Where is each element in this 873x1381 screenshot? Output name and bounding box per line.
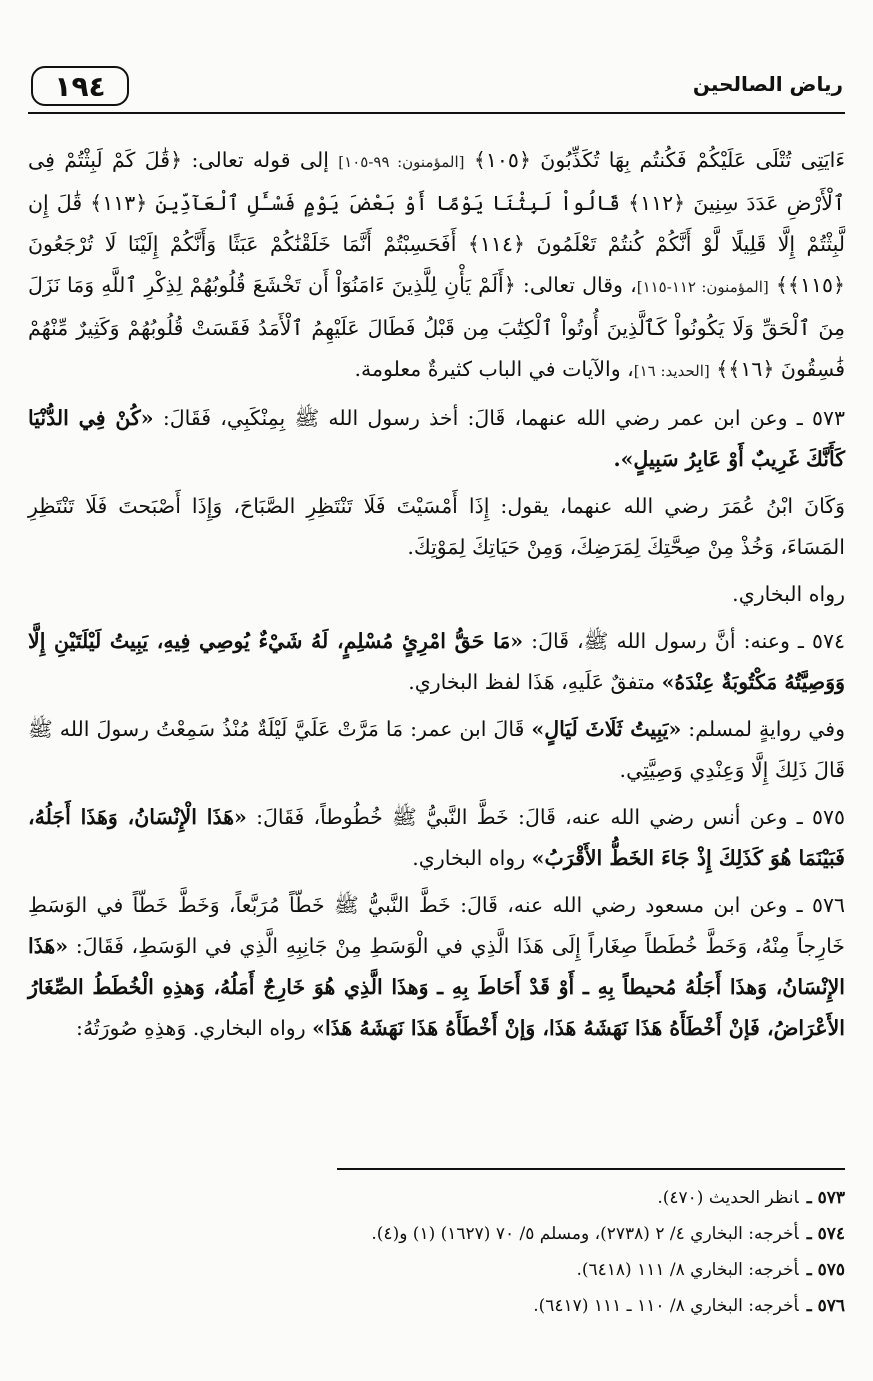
footnote-number: ٥٧٣ ـ bbox=[806, 1188, 845, 1208]
hadith-573 bbox=[28, 398, 845, 480]
main-text bbox=[28, 140, 845, 1055]
hadith-574-muslim bbox=[28, 709, 845, 791]
footnote-item bbox=[28, 1180, 845, 1216]
hadith-quote: «هَذَا الْإِنْسَانُ، وَهَذَا أَجَلُهُ، فَبَيْنَمَا هُوَ كَذَلِكَ إِذْ جَاءَ الخَطُّ الأَقْرَبُ» bbox=[28, 805, 845, 870]
surah-reference: [المؤمنون: ١١٢-١١٥] bbox=[636, 278, 769, 296]
hadith-tail: متفقٌ عَلَيهِ، هَذَا لفظ البخاري. bbox=[408, 670, 656, 694]
running-title: رياض الصالحين bbox=[692, 72, 843, 96]
connector-text: ، وقال تعالى: bbox=[522, 273, 637, 297]
hadith-intro: ٥٧٤ ـ وعنه: أنَّ رسول الله ﷺ، قَالَ: bbox=[531, 629, 845, 653]
surah-reference: [المؤمنون: ٩٩-١٠٥] bbox=[338, 153, 465, 171]
footnote-item bbox=[28, 1288, 845, 1324]
hadith-intro: ٥٧٥ ـ وعن أنس رضي الله عنه، قَالَ: خَطَّ النَّبيُّ ﷺ خُطُوطاً، فَقَالَ: bbox=[256, 805, 845, 829]
connector-text: إلى قوله تعالى: bbox=[191, 148, 329, 172]
hadith-574 bbox=[28, 621, 845, 703]
quran-verse: ﴿أَلَمْ يَأْنِ لِلَّذِينَ ءَامَنُوٓاْ أَن تَخْشَعَ قُلُوبُهُمْ لِذِكْرِ ٱللَّهِ وَمَا نَزَلَ مِنَ ٱلْحَقِّ وَلَا يَكُونُواْ كَٱلَّذِينَ أُوتُواْ ٱلْكِتَٰبَ مِن قَبْلُ فَطَالَ عَلَيْهِمُ ٱلْأَمَدُ فَقَسَتْ قُلُوبُهُمْ وَكَثِيرٌ مِّنْهُمْ فَٰسِقُونَ ﴿١٦﴾﴾ bbox=[28, 273, 845, 381]
hadith-quote: «هَذَا الإِنْسَانُ، وَهذَا أَجَلُهُ مُحيطاً بِهِ ـ أَوْ قَدْ أَحَاطَ بِهِ ـ وَهذَا الَّذِي هُوَ خَارِجٌ أَمَلُهُ، وَهذِهِ الْخُطَطُ الصِّغَارُ الأَعْرَاضُ، فَإنْ أَخْطَأَهُ هَذَا نَهَشَهُ هَذَا، وَإنْ أَخْطَأَهُ هَذَا نَهَشَهُ هَذَا» bbox=[28, 934, 845, 1040]
hadith-quote: «مَا حَقُّ امْرِئٍ مُسْلِمٍ، لَهُ شَيْءٌ يُوصِي فِيهِ، يَبِيتُ لَيْلَتَيْنِ إِلَّا وَوَصِيَّتُهُ مَكْتُوبَةٌ عِنْدَهُ» bbox=[28, 629, 845, 694]
page-header bbox=[28, 64, 845, 114]
hadith-quote: «كُنْ فِي الدُّنْيَا كَأَنَّكَ غَرِيبٌ أَوْ عَابِرُ سَبِيلٍ». bbox=[28, 406, 845, 471]
footnote-number: ٥٧٥ ـ bbox=[806, 1260, 845, 1280]
hadith-intro: ٥٧٦ ـ وعن ابن مسعود رضي الله عنه، قَالَ: خَطَّ النَّبيُّ ﷺ خَطّاً مُرَبَّعاً، وَخَطَّ خَطّاً في الوَسَطِ خَارِجاً مِنْهُ، وَخَطَّ خُطَطاً صِغَاراً إِلَى هَذَا الَّذِي في الْوَسَطِ مِنْ جَانِبِهِ الَّذِي في الوَسَطِ، فَقَالَ: bbox=[28, 893, 845, 958]
quran-verse: ﴿قَٰلَ كَمْ لَبِثْتُمْ فِى ٱلْأَرْضِ عَدَدَ سِنِينَ ﴿١١٢﴾ قَالُواْ لَبِثْنَا يَوْمًا أَوْ بَعْضَ يَوْمٍ فَسْـَٔلِ ٱلْعَآدِّينَ ﴿١١٣﴾ قَٰلَ إِن لَّبِثْتُمْ إِلَّا قَلِيلًا لَّوْ أَنَّكُمْ كُنتُمْ تَعْلَمُونَ ﴿١١٤﴾ أَفَحَسِبْتُمْ أَنَّمَا خَلَقْنَٰكُمْ عَبَثًا وَأَنَّكُمْ إِلَيْنَا لَا تُرْجَعُونَ ﴿١١٥﴾﴾ bbox=[28, 148, 845, 297]
hadith-tail: قَالَ ابن عمر: مَا مَرَّتْ عَلَيَّ لَيْلَةٌ مُنْذُ سَمِعْتُ رسولَ الله ﷺ قَالَ ذَلِكَ إِلَّا وَعِنْدِي وَصِيَّتِي. bbox=[28, 717, 845, 782]
hadith-intro: ٥٧٣ ـ وعن ابن عمر رضي الله عنهما، قَالَ: أخذ رسول الله ﷺ بِمِنْكَبِي، فَقَالَ: bbox=[162, 406, 845, 430]
hadith-tail: رواه البخاري. bbox=[412, 846, 526, 870]
footnote-item bbox=[28, 1252, 845, 1288]
footnote-item bbox=[28, 1216, 845, 1252]
surah-reference: [الحديد: ١٦] bbox=[633, 362, 710, 380]
footnote-number: ٥٧٦ ـ bbox=[806, 1296, 845, 1316]
page-number: ١٩٤ bbox=[31, 66, 129, 106]
footnote-text: أخرجه: البخاري ٨/ ١١٠ ـ ١١١ (٦٤١٧). bbox=[533, 1296, 799, 1316]
connector-text: ، والآيات في الباب كثيرةٌ معلومة. bbox=[354, 357, 634, 381]
footnote-divider bbox=[337, 1168, 845, 1170]
hadith-575 bbox=[28, 797, 845, 879]
footnotes bbox=[28, 1180, 845, 1324]
hadith-576 bbox=[28, 885, 845, 1049]
footnote-text: أخرجه: البخاري ٨/ ١١١ (٦٤١٨). bbox=[576, 1260, 799, 1280]
quran-verse: ءَايَتِى تُتْلَى عَلَيْكُمْ فَكُنتُم بِهَا تُكَذِّبُونَ ﴿١٠٥﴾ bbox=[473, 148, 845, 172]
footnote-number: ٥٧٤ ـ bbox=[806, 1224, 845, 1244]
hadith-intro: وفي روايةٍ لمسلم: bbox=[688, 717, 845, 741]
footnote-text: أخرجه: البخاري ٤/ ٢ (٢٧٣٨)، ومسلم ٥/ ٧٠ (١٦٢٧) (١) و(٤). bbox=[371, 1224, 799, 1244]
footnote-text: انظر الحديث (٤٧٠). bbox=[657, 1188, 799, 1208]
narration-source: رواه البخاري. bbox=[732, 582, 845, 606]
hadith-quote: «يَبِيتُ ثَلَاثَ لَيَالٍ» bbox=[531, 717, 682, 741]
quran-paragraph bbox=[28, 140, 845, 392]
hadith-tail: رواه البخاري. وَهذِهِ صُورَتُهُ: bbox=[76, 1016, 306, 1040]
ibn-umar-saying: وَكَانَ ابْنُ عُمَرَ رضي الله عنهما، يقول: إِذَا أَمْسَيْتَ فَلَا تَنْتَظِرِ الصَّبَاحَ، وَإِذَا أَصْبَحتَ فَلَا تَنْتَظِرِ المَسَاءَ، وَخُذْ مِنْ صِحَّتِكَ لِمَرَضِكَ، وَمِنْ حَيَاتِكَ لِمَوْتِكَ. bbox=[28, 494, 845, 559]
